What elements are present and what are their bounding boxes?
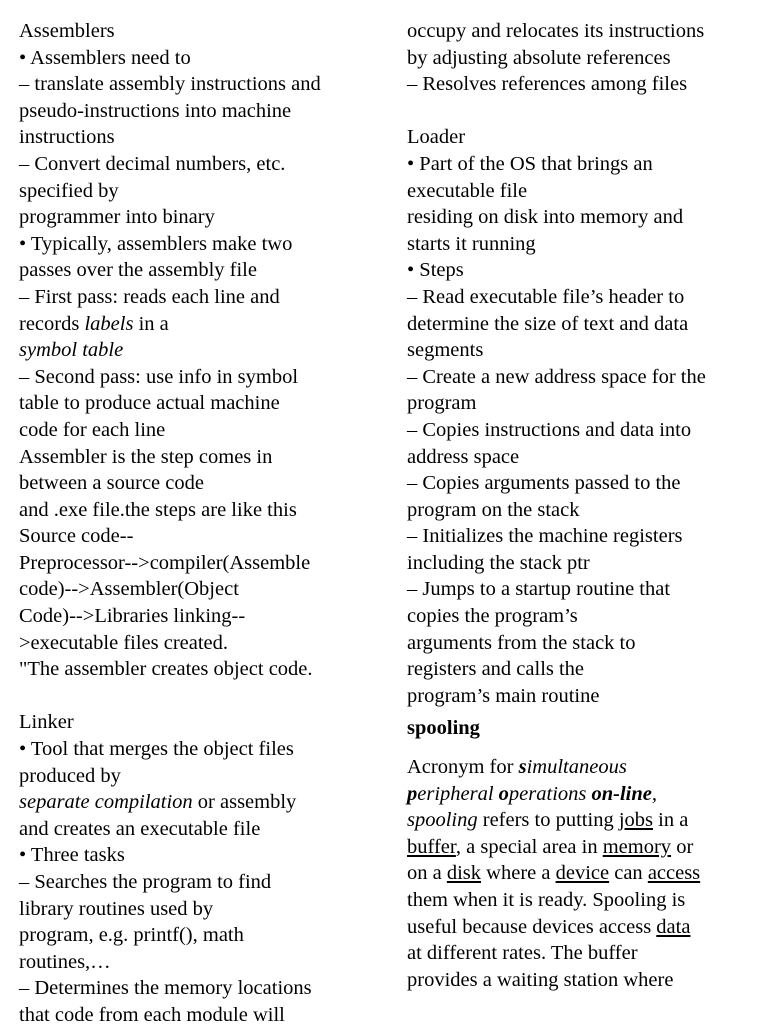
- text-run: Acronym for: [407, 756, 519, 779]
- text-line: segments: [407, 339, 484, 362]
- bold-letter: o: [498, 782, 509, 805]
- text-run: on a: [407, 862, 447, 885]
- spooling-line: [407, 807, 752, 834]
- text-line: – Initializes the machine registers: [407, 525, 683, 548]
- text-line: program, e.g. printf(), math: [19, 924, 244, 947]
- text-line: • Tool that merges the object files: [19, 738, 294, 761]
- text-line: • Steps: [407, 259, 464, 282]
- link-buffer[interactable]: buffer: [407, 835, 456, 858]
- spooling-line: at different rates. The buffer: [407, 942, 638, 965]
- text-line: and .exe file.the steps are like this: [19, 498, 297, 521]
- text-line: residing on disk into memory and: [407, 206, 684, 229]
- blank-line: [407, 98, 752, 125]
- text-line: • Assemblers need to: [19, 46, 191, 69]
- italic-term: separate compilation: [19, 791, 193, 814]
- link-disk[interactable]: disk: [446, 862, 482, 885]
- spooling-line: provides a waiting station where: [407, 968, 674, 991]
- text-run: in a: [653, 809, 689, 832]
- heading-assemblers: Assemblers: [19, 20, 115, 42]
- spooling-line: [407, 834, 752, 861]
- text-line: – Jumps to a startup routine that: [407, 578, 671, 601]
- text-line: "The assembler creates object code.: [19, 658, 313, 681]
- text-line: library routines used by: [19, 897, 214, 920]
- text-line: routines,…: [19, 950, 111, 973]
- text-line: [19, 789, 371, 816]
- text-line: • Typically, assemblers make two: [19, 232, 293, 255]
- heading-spooling: spooling: [407, 717, 480, 740]
- text-line: address space: [407, 445, 520, 468]
- text-run: refers to putting: [477, 809, 619, 832]
- text-line: – Resolves references among files: [407, 73, 688, 96]
- link-memory[interactable]: memory: [602, 835, 672, 858]
- text-line: – Create a new address space for the: [407, 365, 706, 388]
- text-line: program’s main routine: [407, 684, 600, 707]
- text-line: >executable files created.: [19, 631, 229, 654]
- text-run: or: [671, 835, 694, 858]
- text-line: – First pass: reads each line and: [19, 285, 280, 308]
- text-run: can: [609, 862, 648, 885]
- spooling-line: [407, 860, 752, 887]
- text-run: eripheral: [417, 782, 499, 805]
- text-line: determine the size of text and data: [407, 312, 689, 335]
- right-column: [407, 18, 752, 993]
- text-line: table to produce actual machine: [19, 392, 280, 415]
- italic-term: symbol table: [19, 339, 124, 362]
- link-data[interactable]: data: [656, 915, 691, 938]
- text-line: executable file: [407, 179, 528, 202]
- text-line: Source code--: [19, 525, 134, 548]
- bold-term: on-line: [591, 782, 652, 805]
- spooling-line: [407, 781, 752, 808]
- heading-linker: Linker: [19, 711, 74, 734]
- text-line: including the stack ptr: [407, 551, 590, 574]
- spooling-line: [407, 914, 752, 941]
- text-line: pseudo-instructions into machine: [19, 99, 292, 122]
- text-line: program: [407, 392, 477, 415]
- text-line: programmer into binary: [19, 206, 215, 229]
- text-line: – Determines the memory locations: [19, 977, 312, 1000]
- text-line: – Read executable file’s header to: [407, 285, 685, 308]
- text-line: – Searches the program to find: [19, 871, 272, 893]
- text-line: copies the program’s: [407, 605, 578, 628]
- text-line: program on the stack: [407, 498, 580, 521]
- italic-term: spooling: [407, 809, 478, 832]
- text-run: useful because devices access: [407, 915, 657, 938]
- text-line: occupy and relocates its instructions: [407, 20, 705, 42]
- text-run: where a: [481, 862, 556, 885]
- text-line: passes over the assembly file: [19, 259, 257, 282]
- blank-line: [19, 683, 371, 710]
- text-line: [19, 337, 371, 364]
- italic-term: labels: [84, 312, 134, 335]
- text-line: instructions: [19, 126, 115, 149]
- text-run: records: [19, 312, 85, 335]
- text-line: that code from each module will: [19, 1003, 285, 1026]
- text-line: by adjusting absolute references: [407, 46, 671, 69]
- text-line: – Copies instructions and data into: [407, 418, 692, 441]
- text-line: Assembler is the step comes in: [19, 445, 273, 468]
- text-line: registers and calls the: [407, 658, 585, 681]
- text-line: – translate assembly instructions and: [19, 73, 321, 96]
- text-run: ,: [651, 782, 657, 805]
- text-line: – Copies arguments passed to the: [407, 472, 681, 495]
- text-line: – Second pass: use info in symbol: [19, 365, 299, 388]
- text-line: Preprocessor-->compiler(Assemble: [19, 551, 311, 574]
- text-line: code)-->Assembler(Object: [19, 578, 239, 601]
- text-line: – Convert decimal numbers, etc.: [19, 152, 286, 175]
- text-line: produced by: [19, 764, 121, 787]
- text-line: arguments from the stack to: [407, 631, 636, 654]
- link-jobs[interactable]: jobs: [618, 809, 654, 832]
- bold-letter: s: [518, 756, 527, 779]
- text-line: • Part of the OS that brings an: [407, 152, 653, 175]
- text-line: [19, 311, 371, 338]
- text-line: code for each line: [19, 418, 166, 441]
- heading-loader: Loader: [407, 126, 466, 149]
- text-run: , a special area in: [455, 835, 603, 858]
- spooling-line: them when it is ready. Spooling is: [407, 889, 686, 911]
- text-line: Code)-->Libraries linking--: [19, 605, 246, 628]
- text-line: specified by: [19, 179, 119, 202]
- text-line: and creates an executable file: [19, 817, 261, 840]
- text-run: or assembly: [192, 791, 297, 814]
- link-access[interactable]: access: [647, 862, 701, 885]
- link-device[interactable]: device: [555, 862, 610, 885]
- text-run: in a: [133, 312, 169, 335]
- text-run: perations: [508, 782, 592, 805]
- text-line: starts it running: [407, 232, 536, 255]
- text-line: between a source code: [19, 472, 204, 495]
- text-run: imultaneous: [526, 756, 627, 779]
- left-column: [19, 18, 371, 1029]
- text-line: • Three tasks: [19, 844, 125, 867]
- spooling-line: [407, 754, 752, 781]
- bold-letter: p: [407, 782, 418, 805]
